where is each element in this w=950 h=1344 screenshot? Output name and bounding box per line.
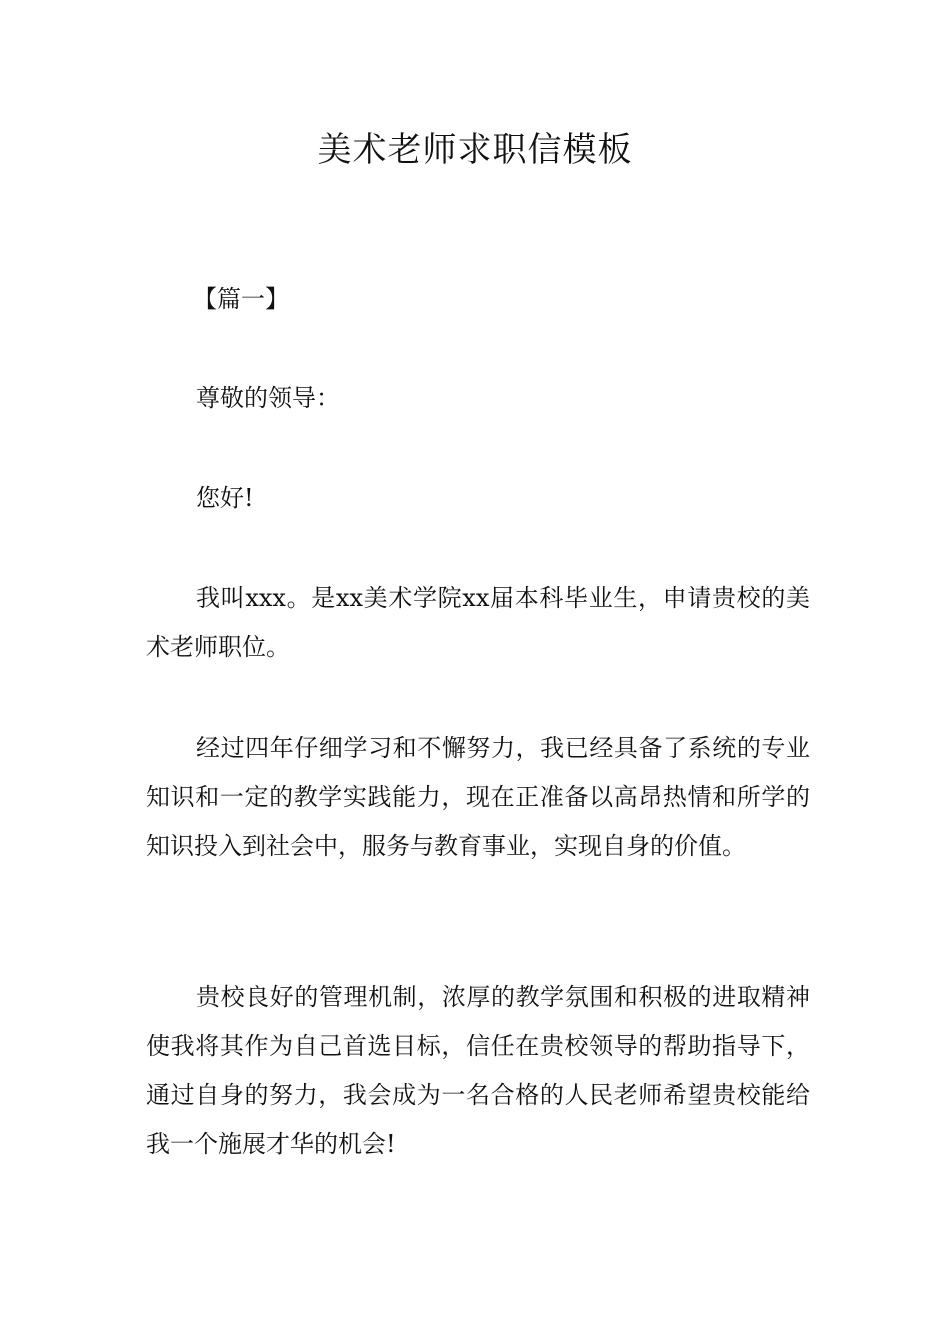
paragraph-intro: 我叫xxx。是xx美术学院xx届本科毕业生，申请贵校的美术老师职位。	[146, 584, 810, 661]
paragraph-qualifications: 经过四年仔细学习和不懈努力，我已经具备了系统的专业知识和一定的教学实践能力，现在正准备以高昂热情和所学的知识投入到社会中，服务与教育事业，实现自身的价值。	[146, 734, 810, 860]
salutation: 尊敬的领导：	[196, 384, 340, 412]
document-title: 美术老师求职信模板	[317, 130, 633, 170]
section-label: 【篇一】	[193, 285, 289, 313]
greeting: 您好!	[196, 484, 254, 512]
paragraph-motivation: 贵校良好的管理机制，浓厚的教学氛围和积极的进取精神使我将其作为自己首选目标，信任在贵校领导的帮助指导下，通过自身的努力，我会成为一名合格的人民老师希望贵校能给我一个施展才华的机会!	[146, 983, 810, 1158]
